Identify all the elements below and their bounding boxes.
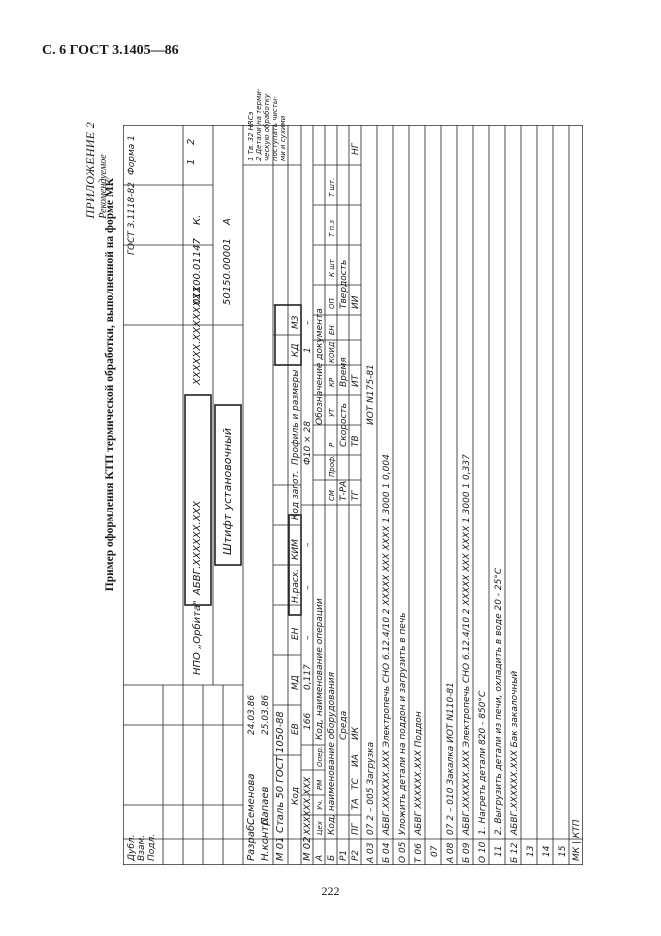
row-10-text: 1. Нагреть детали 820 - 850°С: [478, 690, 488, 835]
row-label-p1: Р1: [339, 849, 349, 861]
document-code: АБВГ.ХХХХХХ.ХХХ: [192, 500, 203, 595]
row-03-num: А 03: [366, 842, 376, 863]
m02-nrash: –: [303, 585, 313, 590]
row-03-iot: ИОТ N175-81: [366, 364, 376, 425]
p2-head-ia: ИА: [351, 754, 361, 767]
row-13-num: 13: [526, 845, 536, 857]
m01-head-nrash: Н.расх.: [291, 569, 301, 603]
b-head-koid: КОИД: [328, 341, 336, 363]
m01-head-profile: Профиль и размеры: [291, 369, 301, 465]
m01-head-kod-zagot: Код загот.: [291, 470, 301, 520]
gost-ref: ГОСТ 3.1118-82: [127, 182, 137, 255]
row-10-num: О 10: [478, 841, 488, 863]
nkontr-date: 25.03.86: [261, 694, 271, 735]
p2-head-tg: ТГ: [351, 490, 361, 501]
p1-head-tra: Т-РА: [339, 480, 349, 501]
row-07-num: 07: [430, 845, 440, 857]
row-12-text: АБВГ.ХХХХХХ.ХХХ Бак закалочный: [510, 670, 520, 835]
a-head-oper: Опер.: [316, 745, 324, 767]
row-09-num: Б 09: [462, 842, 472, 863]
row-11-text: 2. Выгрузить детали из печи, охладить в воде 20 - 25°С: [494, 567, 504, 835]
row-03-text: 07 2 – 005 Загрузка: [366, 741, 376, 835]
letter-a: А: [222, 218, 233, 225]
a-head-document: Обозначение документа: [315, 308, 325, 425]
row-08-num: А 08: [446, 842, 456, 863]
row-05-num: О 05: [398, 841, 408, 863]
page-number: 222: [321, 884, 340, 898]
row-04-text: АБВГ.ХХХХХХ.ХХХ Электропечь СНО 6.12.4/10 2 ХХХХХ ХХХ ХХХХ 1 3000 1 0,004: [382, 454, 392, 835]
m01-label: М 01: [275, 836, 286, 861]
organization: НПО „Орбита": [192, 600, 203, 675]
note-2: 2 Детали на терми-: [255, 88, 263, 161]
note-4: поступать чисты-: [271, 96, 279, 161]
m02-kim: –: [303, 542, 313, 547]
razrab-label: Разраб.: [246, 821, 257, 861]
b-head-r: Р: [328, 442, 336, 447]
note-1: 1 Тв. 32 HRCэ: [247, 111, 255, 161]
a-head-operation: Код, наименование операции: [315, 598, 325, 740]
form-label: Форма 1: [127, 135, 137, 175]
page-header: С. 6 ГОСТ 3.1405—86: [42, 43, 179, 58]
row-label-a: А: [315, 854, 325, 861]
b-head-kr: КР: [328, 377, 336, 387]
side-label-dubl: Дубл.: [127, 834, 137, 861]
document-number: ХХХХХХ.ХХХХХХХХ: [192, 285, 203, 385]
row-14-num: 14: [542, 845, 552, 857]
a-head-ceh: Цех: [316, 821, 324, 835]
letter-k: К.: [192, 214, 203, 225]
m01-head-md: МД: [291, 675, 301, 690]
a-head-uch: Уч.: [316, 799, 324, 810]
b-head-tsht: Т шт.: [328, 177, 336, 197]
row-06-num: Т 06: [414, 843, 424, 863]
p1-head-hardness: Твердость: [339, 259, 349, 309]
m02-label: М 02: [302, 836, 313, 861]
row-04-num: Б 04: [382, 842, 392, 863]
m01-head-mz: МЗ: [291, 315, 301, 329]
b-head-equipment: Код, наименование оборудования: [327, 671, 337, 835]
row-05-text: Уложить детали на поддон и загрузить в печь: [398, 612, 408, 835]
b-head-sm: СМ: [328, 490, 336, 501]
code-second: 50150.00001: [222, 238, 233, 305]
p1-head-speed: Скорость: [339, 403, 349, 447]
m01-head-kd: КД: [291, 343, 301, 357]
p1-head-time: Время: [339, 357, 349, 387]
note-5: ми и сухими: [279, 115, 287, 161]
appendix-subtitle: Рекомендуемое: [98, 154, 109, 219]
row-12-num: Б 12: [510, 842, 520, 863]
b-head-en: ЕН: [328, 325, 336, 335]
b-head-tpz: Т п.з: [328, 219, 336, 237]
technological-form: [123, 88, 583, 865]
row-09-text: АБВГ.ХХХХХХ.ХХХ Электропечь СНО 6.12.4/10 2 ХХХХХ ХХХ ХХХХ 1 3000 1 0,337: [462, 454, 472, 835]
b-head-op: ОП: [328, 298, 336, 309]
sheet-total: 1: [186, 158, 197, 165]
m02-en: –: [303, 635, 313, 640]
code-top: 01100.01147: [192, 238, 203, 305]
form-wrapper: [123, 88, 583, 865]
m02-kd: 1: [303, 347, 313, 353]
figure-caption: Пример оформления КТП термической обработки, выполненной на форме МК: [104, 178, 116, 592]
p2-head-tv: ТВ: [351, 435, 361, 447]
side-label-podl: Подл.: [147, 833, 157, 861]
p2-head-ii: ИИ: [351, 295, 361, 309]
row-15-num: 15: [558, 845, 568, 857]
row-06-text: АБВГ ХХХХХХ.ХХХ Поддон: [414, 711, 424, 835]
b-head-prof: Проф.: [328, 454, 336, 477]
side-label-vzam: Взам.: [137, 834, 147, 861]
b-head-kst: К шт: [328, 259, 336, 277]
m02-mz: –: [303, 320, 313, 325]
p2-head-ts: ТС: [351, 778, 361, 790]
m02-md: 0,117: [303, 664, 313, 690]
row-08-text: 07 2 – 010 Закалка ИОТ N110-81: [446, 682, 456, 835]
p1-head-sreda: Среда: [339, 710, 349, 740]
razrab-date: 24.03.86: [247, 694, 257, 735]
sheet-number: 2: [186, 138, 197, 145]
p2-head-it: ИТ: [351, 374, 361, 387]
p2-head-ik: ИК: [351, 726, 361, 740]
row-label-b: Б: [327, 854, 337, 861]
m01-head-kim: КИМ: [291, 539, 301, 560]
m02-profile: Ф10 × 28: [303, 421, 313, 465]
part-name: Штифт установочный: [221, 428, 234, 555]
appendix-title: ПРИЛОЖЕНИЕ 2: [83, 122, 97, 219]
m01-head-ev: ЕВ: [291, 723, 301, 735]
a-head-rm: РМ: [316, 779, 324, 790]
p2-head-ta: ТА: [351, 798, 361, 810]
m01-head-en: ЕН: [291, 627, 301, 640]
p2-head-ng: НГ: [351, 143, 361, 155]
row-11-num: 11: [494, 845, 504, 857]
m01-head-kod: Код: [291, 786, 301, 805]
m01-material: Сталь 50 ГОСТ 1050-88: [275, 711, 286, 833]
nkontr-name: Папаев: [260, 786, 271, 825]
nkontr-label: Н.контр.: [260, 816, 271, 861]
row-label-p2: Р2: [351, 849, 361, 861]
m02-ev: 166: [303, 712, 313, 730]
p2-head-pg: ПГ: [351, 823, 361, 835]
form-footer: МК | КТП: [572, 819, 582, 861]
m02-code: ХХХХХХ.ХХХ: [303, 776, 313, 835]
b-head-ut: УТ: [328, 408, 336, 417]
note-3: ческую обработку: [263, 93, 271, 161]
razrab-name: Семенова: [246, 773, 257, 825]
